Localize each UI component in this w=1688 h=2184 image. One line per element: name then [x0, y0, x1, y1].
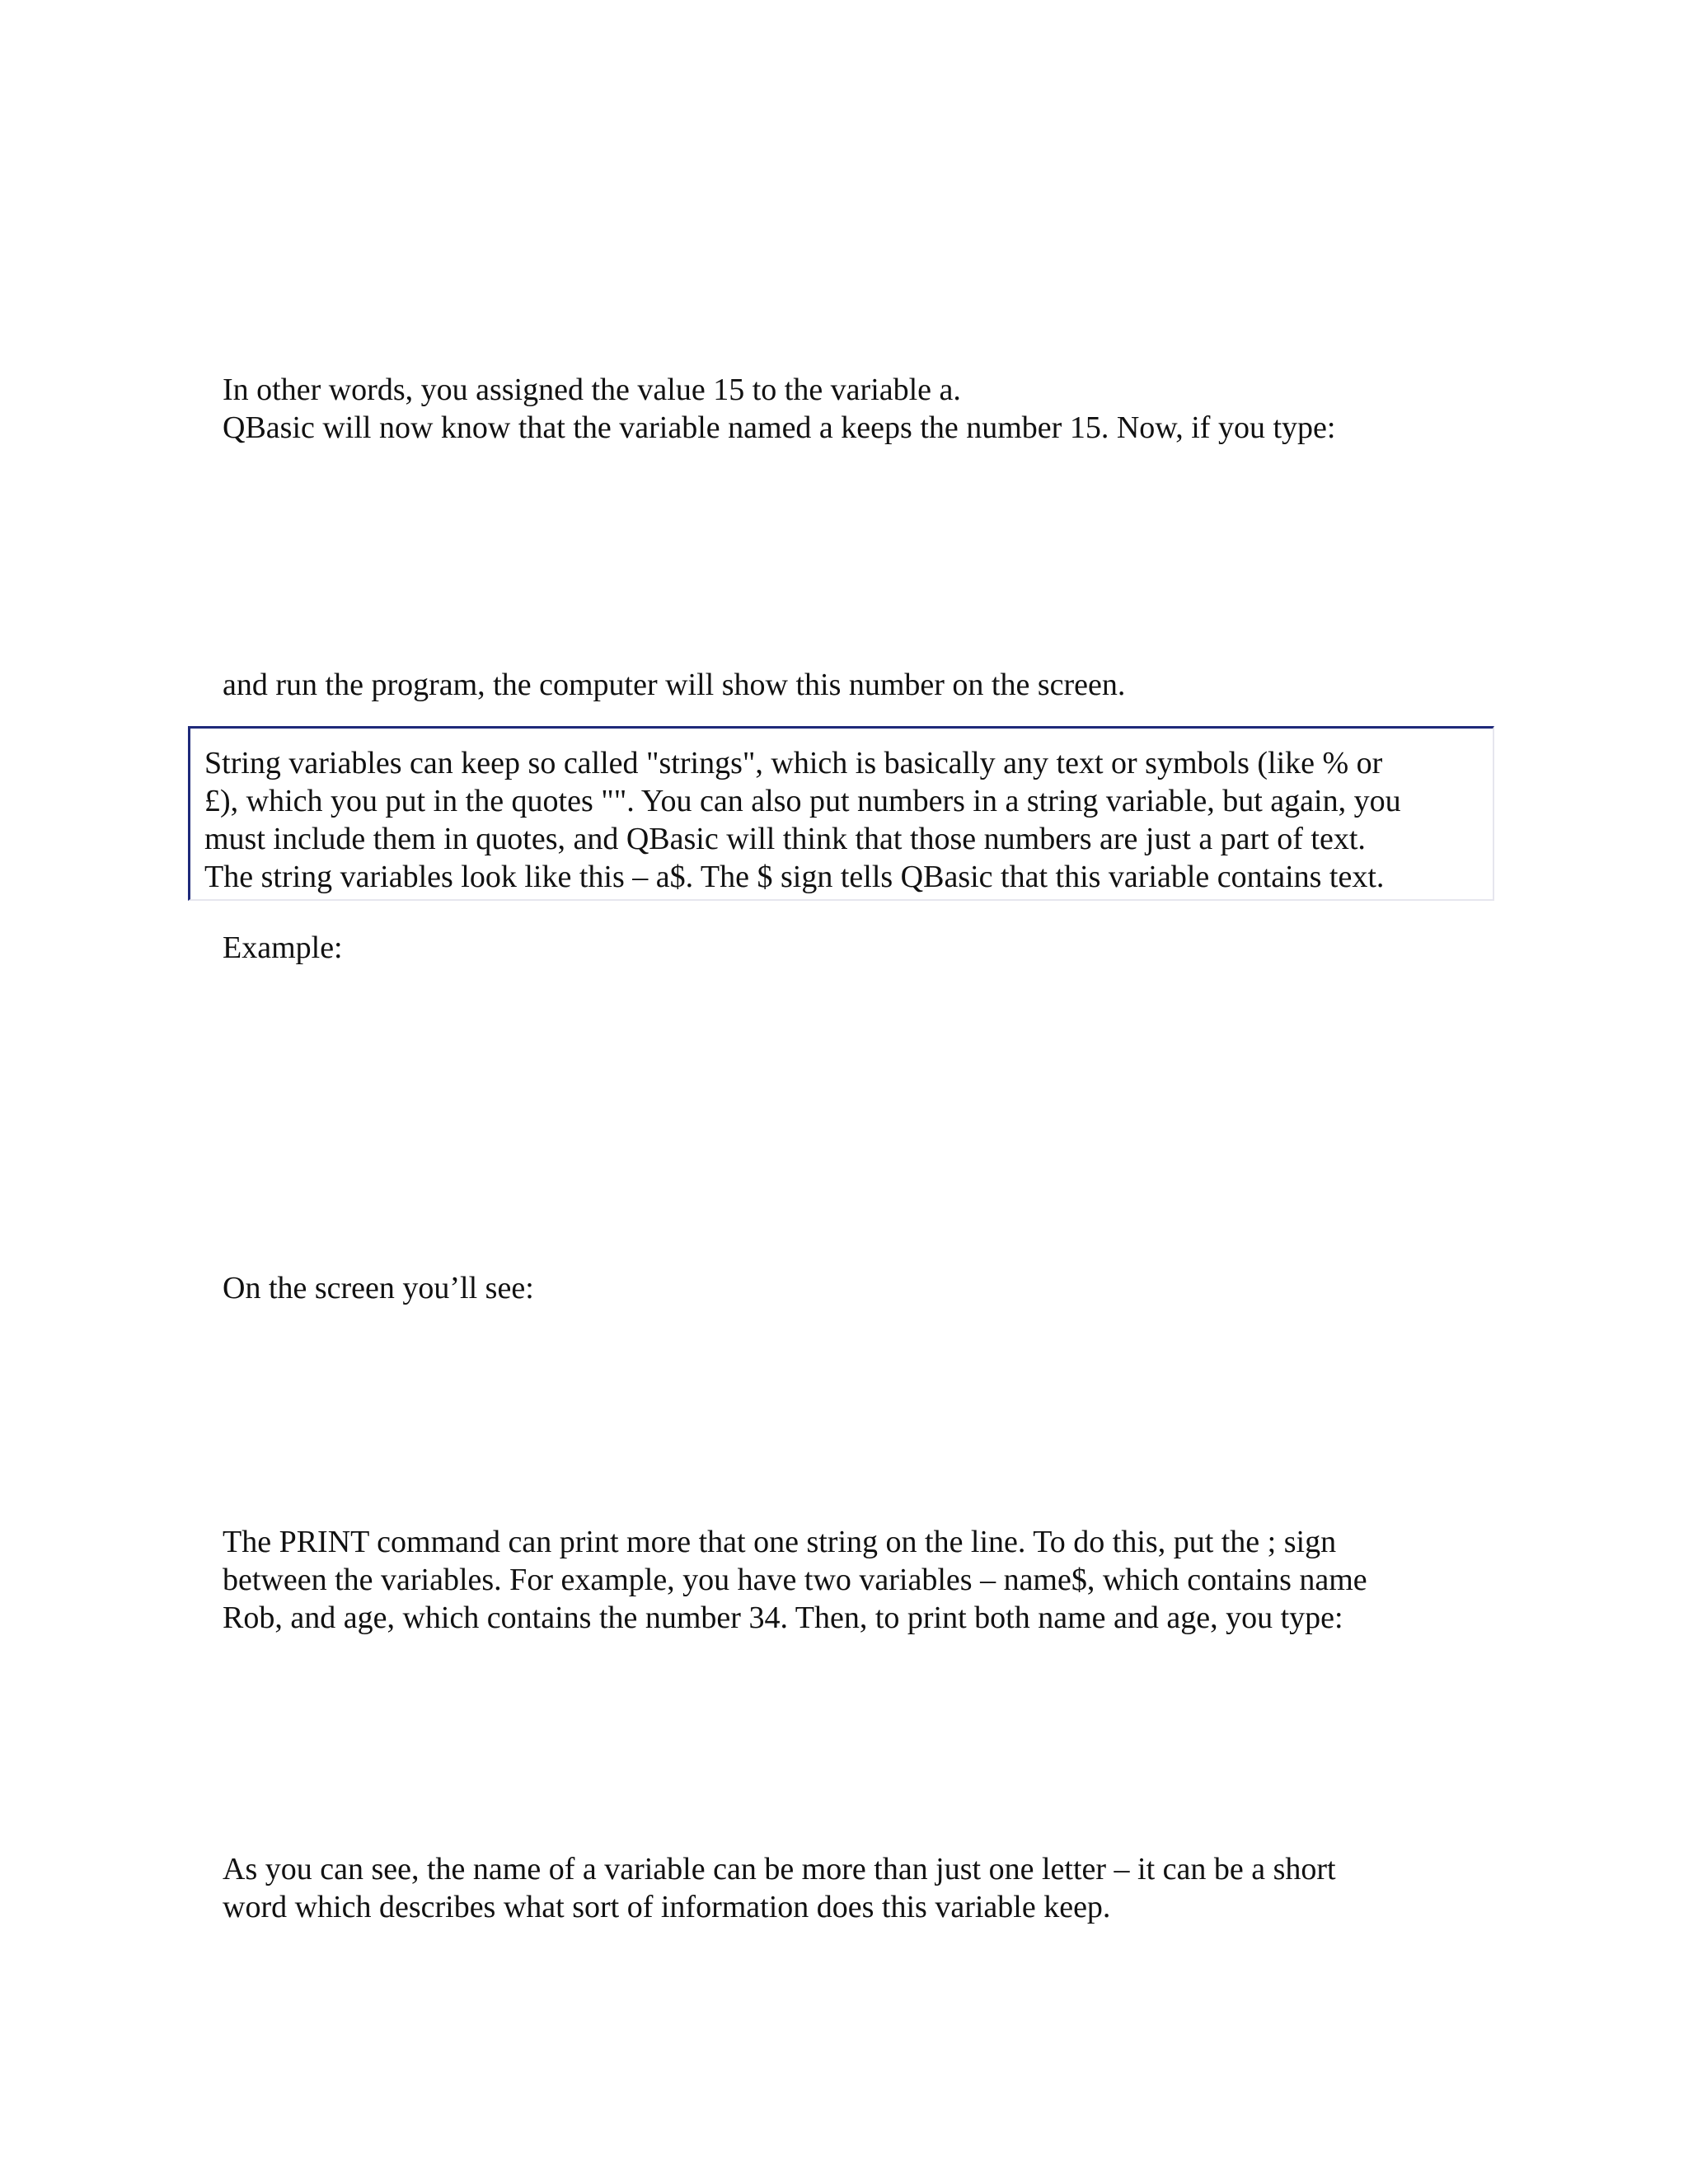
paragraph-assigned-value — [223, 371, 1442, 447]
text-line: £), which you put in the quotes "". You can also put numbers in a string variable, but again, you — [204, 784, 1401, 818]
text-line: String variables can keep so called "strings", which is basically any text or symbols (like % or — [204, 746, 1383, 780]
text-line: QBasic will now know that the variable named a keeps the number 15. Now, if you type: — [223, 410, 1336, 445]
paragraph-screen-output — [223, 1269, 1442, 1307]
paragraph-print-command — [223, 1523, 1442, 1637]
text-line: The string variables look like this – a$. The $ sign tells QBasic that this variable contains text. — [204, 860, 1385, 894]
text-line: Example: — [223, 930, 343, 965]
text-line: word which describes what sort of information does this variable keep. — [223, 1890, 1111, 1924]
paragraph-string-variables — [204, 744, 1490, 896]
text-line: As you can see, the name of a variable can be more than just one letter – it can be a short — [223, 1852, 1336, 1886]
paragraph-run-program — [223, 666, 1442, 704]
text-line: The PRINT command can print more that one string on the line. To do this, put the ; sign — [223, 1525, 1337, 1559]
text-line: In other words, you assigned the value 15 to the variable a. — [223, 373, 961, 407]
text-line: On the screen you’ll see: — [223, 1271, 534, 1305]
string-variables-box — [188, 726, 1494, 901]
text-line: and run the program, the computer will show this number on the screen. — [223, 668, 1126, 702]
paragraph-example-label — [223, 929, 1442, 967]
text-line: between the variables. For example, you have two variables – name$, which contains name — [223, 1563, 1367, 1597]
text-line: Rob, and age, which contains the number 34. Then, to print both name and age, you type: — [223, 1601, 1343, 1635]
text-line: must include them in quotes, and QBasic will think that those numbers are just a part of text. — [204, 822, 1366, 856]
paragraph-variable-names — [223, 1850, 1442, 1926]
